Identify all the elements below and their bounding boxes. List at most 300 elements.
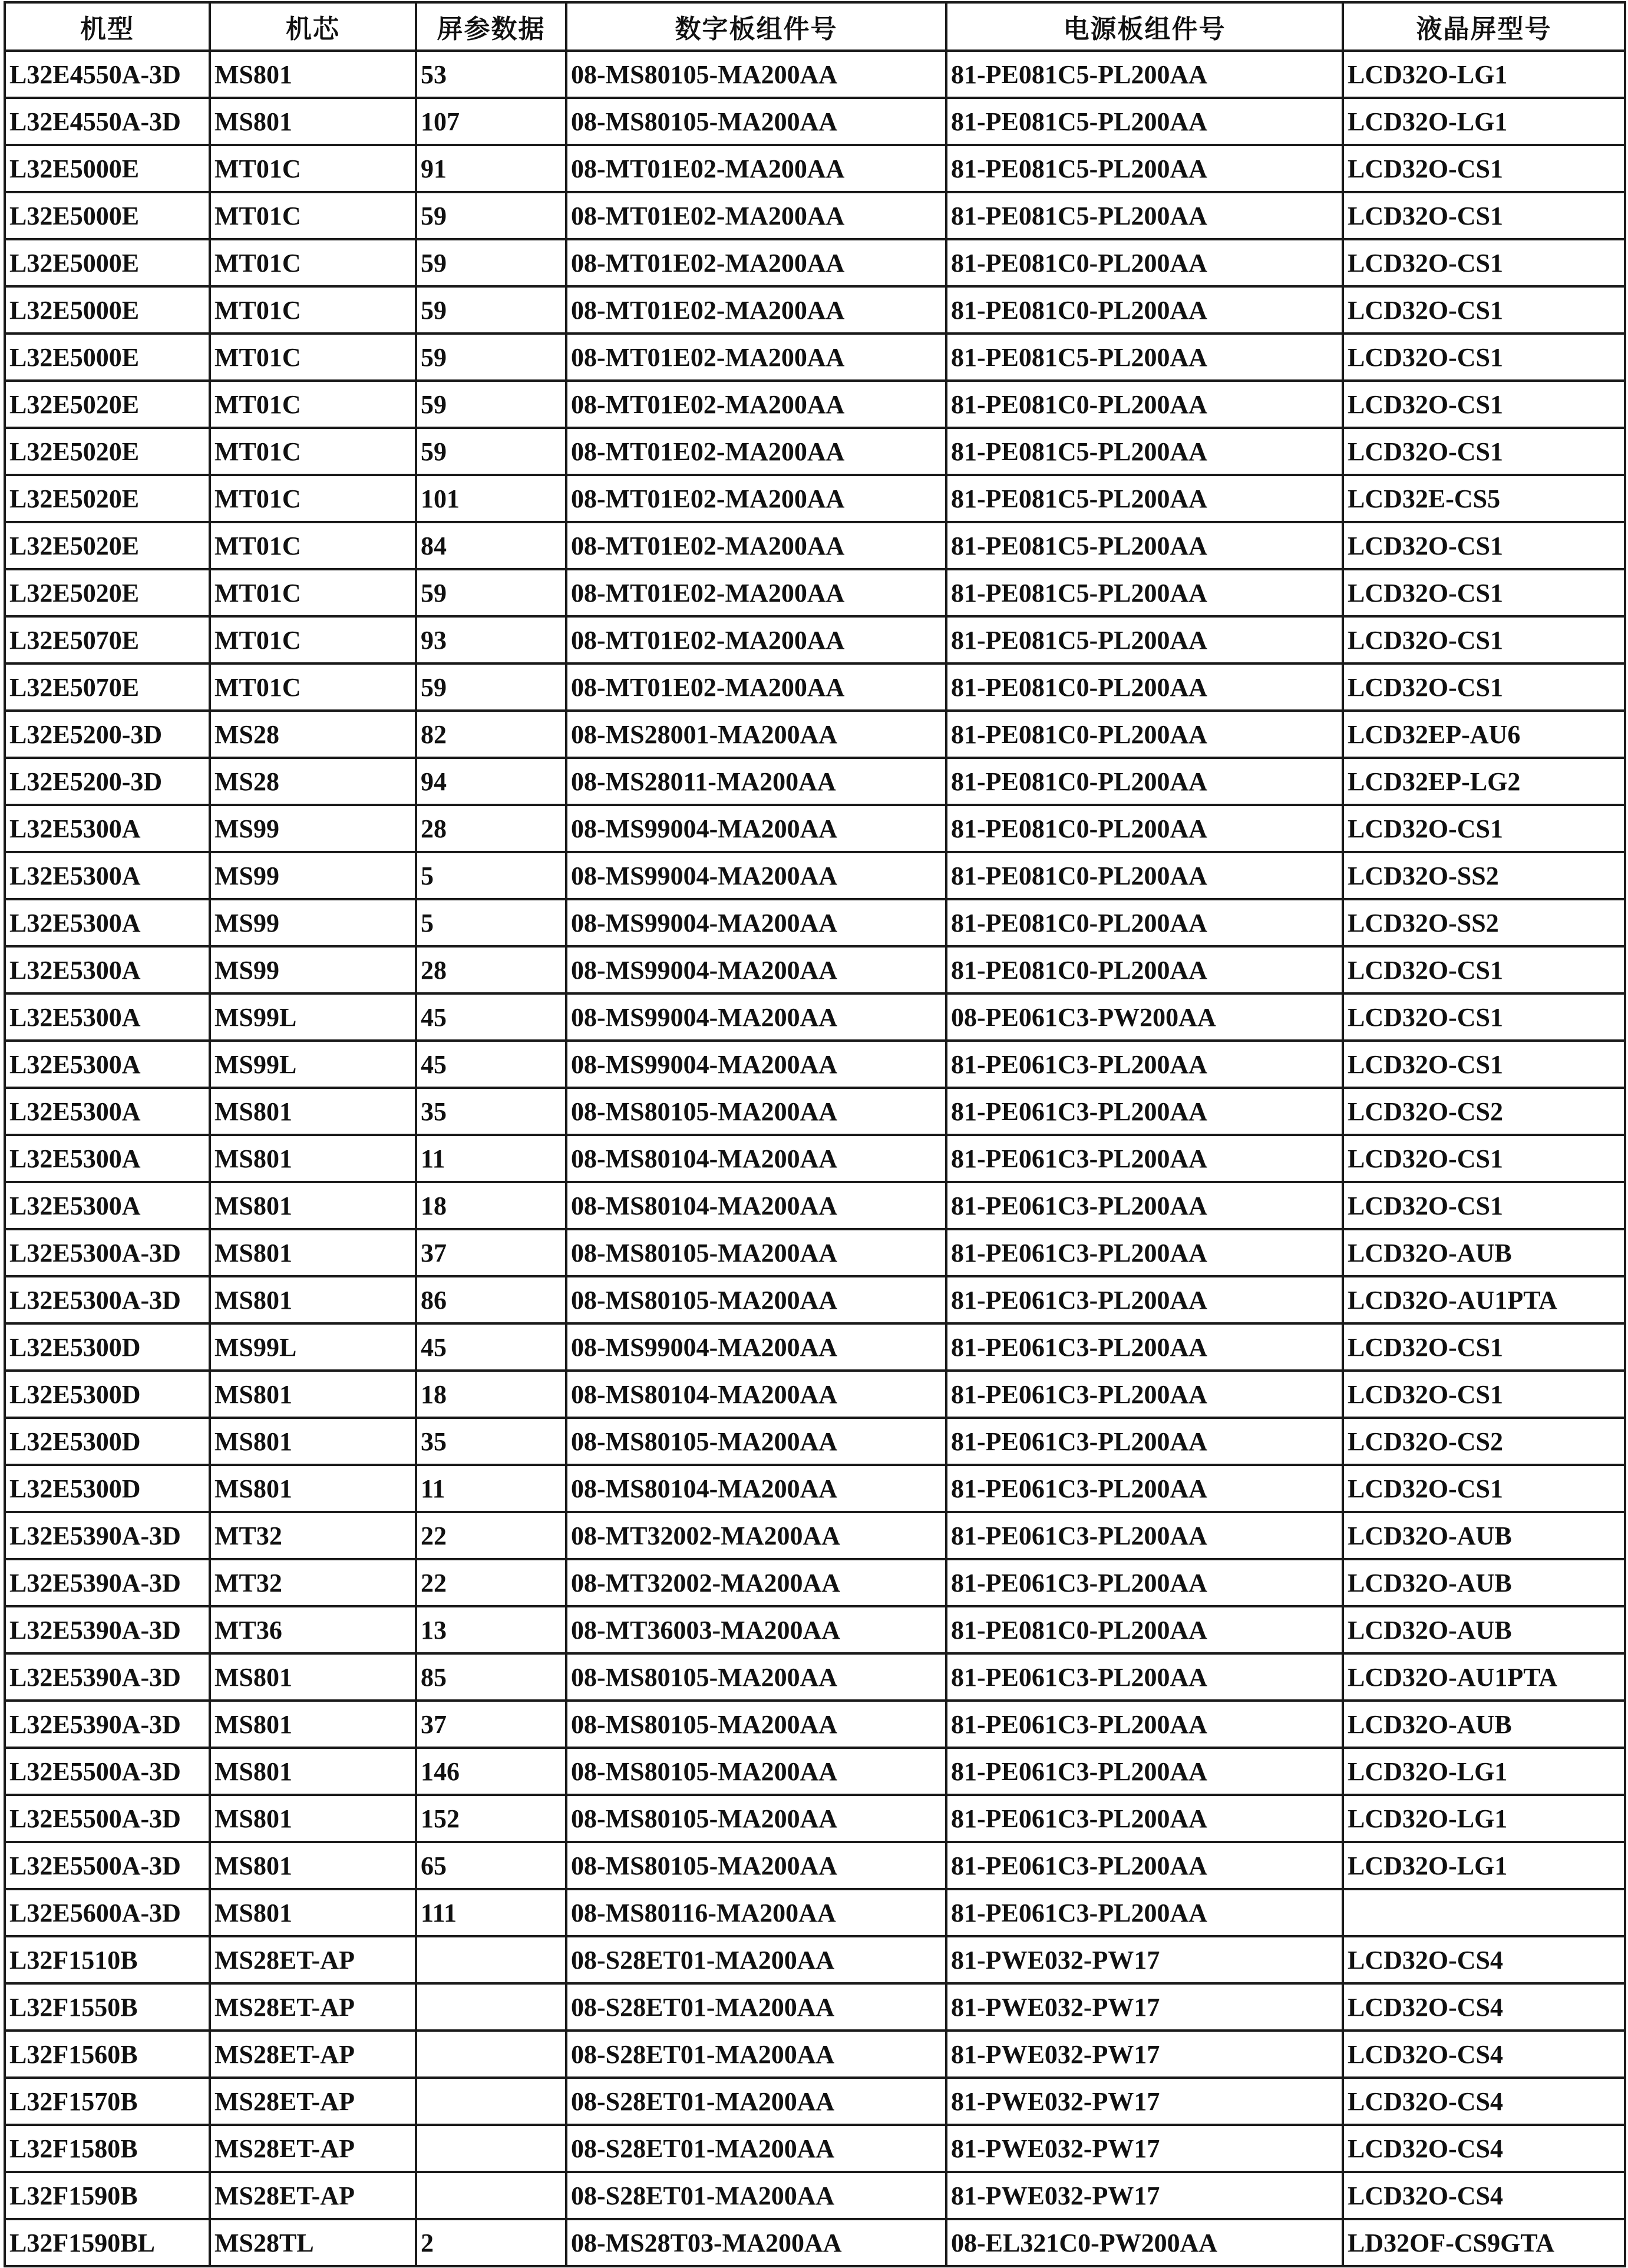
lcd-panel-model-cell: LCD32EP-LG2 — [1343, 758, 1625, 805]
mainboard-part-cell: 08-S28ET01-MA200AA — [566, 2172, 946, 2219]
model-cell: L32E5300D — [5, 1371, 210, 1418]
lcd-panel-model-cell: LCD32O-CS1 — [1343, 522, 1625, 569]
model-cell: L32E5000E — [5, 286, 210, 334]
table-row — [5, 1653, 1625, 1701]
table-row — [5, 2031, 1625, 2078]
powerboard-part-cell: 81-PE061C3-PL200AA — [946, 1889, 1343, 1936]
table-row — [5, 1041, 1625, 1088]
powerboard-part-cell: 81-PWE032-PW17 — [946, 1936, 1343, 1983]
lcd-panel-model-cell: LCD32O-AUB — [1343, 1559, 1625, 1606]
table-row — [5, 428, 1625, 475]
chassis-cell: MS99L — [210, 1041, 416, 1088]
chassis-cell: MS801 — [210, 98, 416, 145]
panel-data-cell: 101 — [416, 475, 566, 522]
chassis-cell: MS801 — [210, 1701, 416, 1748]
powerboard-part-cell: 81-PE061C3-PL200AA — [946, 1371, 1343, 1418]
powerboard-part-cell: 81-PE061C3-PL200AA — [946, 1418, 1343, 1465]
table-body — [5, 51, 1625, 2266]
mainboard-part-cell: 08-MT01E02-MA200AA — [566, 239, 946, 286]
table-row — [5, 1748, 1625, 1795]
table-row — [5, 569, 1625, 616]
panel-data-cell: 65 — [416, 1842, 566, 1889]
lcd-panel-model-cell: LCD32O-CS1 — [1343, 569, 1625, 616]
table-row — [5, 852, 1625, 899]
model-cell: L32F1510B — [5, 1936, 210, 1983]
lcd-panel-model-cell: LCD32O-CS1 — [1343, 192, 1625, 239]
table-row — [5, 192, 1625, 239]
panel-data-cell — [416, 2078, 566, 2125]
mainboard-part-cell: 08-MS80105-MA200AA — [566, 1795, 946, 1842]
powerboard-part-cell: 81-PE061C3-PL200AA — [946, 1229, 1343, 1276]
table-row — [5, 145, 1625, 192]
parts-table — [4, 1, 1626, 2267]
table-row — [5, 1559, 1625, 1606]
mainboard-part-cell: 08-MT01E02-MA200AA — [566, 334, 946, 381]
lcd-panel-model-cell: LCD32O-CS1 — [1343, 1135, 1625, 1182]
lcd-panel-model-cell: LCD32O-CS1 — [1343, 993, 1625, 1041]
table-row — [5, 1371, 1625, 1418]
lcd-panel-model-cell: LCD32O-SS2 — [1343, 852, 1625, 899]
powerboard-part-cell: 81-PE061C3-PL200AA — [946, 1276, 1343, 1323]
powerboard-part-cell: 81-PWE032-PW17 — [946, 2125, 1343, 2172]
mainboard-part-cell: 08-MT01E02-MA200AA — [566, 616, 946, 663]
model-cell: L32E5300A — [5, 1088, 210, 1135]
panel-data-cell: 94 — [416, 758, 566, 805]
chassis-cell: MT01C — [210, 475, 416, 522]
table-row — [5, 1418, 1625, 1465]
model-cell: L32E5500A-3D — [5, 1795, 210, 1842]
panel-data-cell: 18 — [416, 1371, 566, 1418]
lcd-panel-model-cell: LCD32EP-AU6 — [1343, 711, 1625, 758]
lcd-panel-model-cell: LCD32O-CS1 — [1343, 1465, 1625, 1512]
mainboard-part-cell: 08-MS28001-MA200AA — [566, 711, 946, 758]
mainboard-part-cell: 08-MS99004-MA200AA — [566, 1041, 946, 1088]
table-row — [5, 1465, 1625, 1512]
panel-data-cell: 84 — [416, 522, 566, 569]
model-cell: L32E4550A-3D — [5, 51, 210, 98]
panel-data-cell — [416, 1936, 566, 1983]
mainboard-part-cell: 08-S28ET01-MA200AA — [566, 2078, 946, 2125]
model-cell: L32E5300A-3D — [5, 1276, 210, 1323]
powerboard-part-cell: 81-PE061C3-PL200AA — [946, 1465, 1343, 1512]
panel-data-cell: 45 — [416, 1323, 566, 1371]
chassis-cell: MS801 — [210, 1371, 416, 1418]
mainboard-part-cell: 08-MS80105-MA200AA — [566, 1088, 946, 1135]
panel-data-cell: 59 — [416, 569, 566, 616]
powerboard-part-cell: 81-PE081C0-PL200AA — [946, 805, 1343, 852]
model-cell: L32E5000E — [5, 334, 210, 381]
powerboard-part-cell: 81-PE061C3-PL200AA — [946, 1135, 1343, 1182]
model-cell: L32E5500A-3D — [5, 1842, 210, 1889]
model-cell: L32E5300D — [5, 1465, 210, 1512]
mainboard-part-cell: 08-S28ET01-MA200AA — [566, 2125, 946, 2172]
model-cell: L32E5300A — [5, 993, 210, 1041]
powerboard-part-cell: 81-PE081C0-PL200AA — [946, 1606, 1343, 1653]
panel-data-cell: 85 — [416, 1653, 566, 1701]
mainboard-part-cell: 08-MS99004-MA200AA — [566, 805, 946, 852]
chassis-cell: MS99 — [210, 805, 416, 852]
powerboard-part-cell: 81-PWE032-PW17 — [946, 1983, 1343, 2031]
panel-data-cell: 59 — [416, 663, 566, 711]
lcd-panel-model-cell: LCD32O-CS1 — [1343, 805, 1625, 852]
chassis-cell: MS801 — [210, 51, 416, 98]
chassis-cell: MT01C — [210, 381, 416, 428]
table-row — [5, 1606, 1625, 1653]
lcd-panel-model-cell: LCD32O-CS1 — [1343, 1323, 1625, 1371]
header-chassis: 机芯 — [210, 2, 416, 51]
mainboard-part-cell: 08-MS80104-MA200AA — [566, 1182, 946, 1229]
chassis-cell: MT01C — [210, 192, 416, 239]
powerboard-part-cell: 81-PE061C3-PL200AA — [946, 1842, 1343, 1889]
lcd-panel-model-cell: LCD32O-AUB — [1343, 1512, 1625, 1559]
panel-data-cell: 18 — [416, 1182, 566, 1229]
powerboard-part-cell: 81-PE081C5-PL200AA — [946, 616, 1343, 663]
mainboard-part-cell: 08-MS80105-MA200AA — [566, 1276, 946, 1323]
powerboard-part-cell: 81-PE081C5-PL200AA — [946, 145, 1343, 192]
mainboard-part-cell: 08-MT32002-MA200AA — [566, 1559, 946, 1606]
chassis-cell: MT01C — [210, 239, 416, 286]
chassis-cell: MS801 — [210, 1088, 416, 1135]
powerboard-part-cell: 81-PE081C0-PL200AA — [946, 663, 1343, 711]
mainboard-part-cell: 08-MT01E02-MA200AA — [566, 381, 946, 428]
mainboard-part-cell: 08-MS80105-MA200AA — [566, 98, 946, 145]
lcd-panel-model-cell: LCD32O-AUB — [1343, 1701, 1625, 1748]
panel-data-cell: 11 — [416, 1465, 566, 1512]
mainboard-part-cell: 08-MS80105-MA200AA — [566, 1653, 946, 1701]
mainboard-part-cell: 08-MS99004-MA200AA — [566, 946, 946, 993]
powerboard-part-cell: 81-PE061C3-PL200AA — [946, 1559, 1343, 1606]
table-row — [5, 1795, 1625, 1842]
panel-data-cell: 13 — [416, 1606, 566, 1653]
model-cell: L32E5390A-3D — [5, 1512, 210, 1559]
table-row — [5, 381, 1625, 428]
chassis-cell: MS801 — [210, 1135, 416, 1182]
lcd-panel-model-cell: LCD32O-CS4 — [1343, 2125, 1625, 2172]
powerboard-part-cell: 81-PE081C5-PL200AA — [946, 334, 1343, 381]
header-model: 机型 — [5, 2, 210, 51]
powerboard-part-cell: 81-PE061C3-PL200AA — [946, 1088, 1343, 1135]
model-cell: L32E5000E — [5, 145, 210, 192]
mainboard-part-cell: 08-MT01E02-MA200AA — [566, 569, 946, 616]
powerboard-part-cell: 81-PE061C3-PL200AA — [946, 1795, 1343, 1842]
model-cell: L32E5300D — [5, 1323, 210, 1371]
lcd-panel-model-cell — [1343, 1889, 1625, 1936]
lcd-panel-model-cell: LCD32O-CS1 — [1343, 946, 1625, 993]
powerboard-part-cell: 81-PE081C5-PL200AA — [946, 428, 1343, 475]
powerboard-part-cell: 81-PE061C3-PL200AA — [946, 1701, 1343, 1748]
lcd-panel-model-cell: LCD32O-CS1 — [1343, 428, 1625, 475]
model-cell: L32F1570B — [5, 2078, 210, 2125]
mainboard-part-cell: 08-MS99004-MA200AA — [566, 899, 946, 946]
model-cell: L32E5020E — [5, 381, 210, 428]
lcd-panel-model-cell: LCD32O-CS2 — [1343, 1418, 1625, 1465]
table-row — [5, 1323, 1625, 1371]
panel-data-cell: 146 — [416, 1748, 566, 1795]
mainboard-part-cell: 08-MS80105-MA200AA — [566, 1748, 946, 1795]
chassis-cell: MS28ET-AP — [210, 2172, 416, 2219]
chassis-cell: MS801 — [210, 1842, 416, 1889]
model-cell: L32E5300A-3D — [5, 1229, 210, 1276]
table-row — [5, 98, 1625, 145]
model-cell: L32E5020E — [5, 428, 210, 475]
table-row — [5, 1936, 1625, 1983]
mainboard-part-cell: 08-MT01E02-MA200AA — [566, 475, 946, 522]
table-row — [5, 1135, 1625, 1182]
chassis-cell: MS801 — [210, 1276, 416, 1323]
chassis-cell: MS28ET-AP — [210, 2031, 416, 2078]
chassis-cell: MS99 — [210, 852, 416, 899]
chassis-cell: MS99L — [210, 993, 416, 1041]
chassis-cell: MS28ET-AP — [210, 1983, 416, 2031]
lcd-panel-model-cell: LCD32O-AUB — [1343, 1606, 1625, 1653]
powerboard-part-cell: 81-PE061C3-PL200AA — [946, 1653, 1343, 1701]
mainboard-part-cell: 08-MS99004-MA200AA — [566, 993, 946, 1041]
lcd-panel-model-cell: LCD32O-LG1 — [1343, 1795, 1625, 1842]
chassis-cell: MT01C — [210, 616, 416, 663]
panel-data-cell: 107 — [416, 98, 566, 145]
panel-data-cell: 59 — [416, 334, 566, 381]
table-row — [5, 51, 1625, 98]
chassis-cell: MS801 — [210, 1418, 416, 1465]
powerboard-part-cell: 81-PWE032-PW17 — [946, 2031, 1343, 2078]
table-row — [5, 1842, 1625, 1889]
panel-data-cell: 35 — [416, 1088, 566, 1135]
powerboard-part-cell: 81-PWE032-PW17 — [946, 2172, 1343, 2219]
powerboard-part-cell: 81-PE081C0-PL200AA — [946, 286, 1343, 334]
model-cell: L32F1550B — [5, 1983, 210, 2031]
mainboard-part-cell: 08-MS80104-MA200AA — [566, 1465, 946, 1512]
table-row — [5, 2219, 1625, 2266]
panel-data-cell: 28 — [416, 946, 566, 993]
mainboard-part-cell: 08-S28ET01-MA200AA — [566, 1983, 946, 2031]
header-panel-data: 屏参数据 — [416, 2, 566, 51]
chassis-cell: MT32 — [210, 1512, 416, 1559]
table-row — [5, 1276, 1625, 1323]
powerboard-part-cell: 81-PE061C3-PL200AA — [946, 1748, 1343, 1795]
powerboard-part-cell: 08-PE061C3-PW200AA — [946, 993, 1343, 1041]
lcd-panel-model-cell: LCD32O-CS1 — [1343, 616, 1625, 663]
model-cell: L32E5390A-3D — [5, 1653, 210, 1701]
lcd-panel-model-cell: LCD32O-AU1PTA — [1343, 1653, 1625, 1701]
lcd-panel-model-cell: LD32OF-CS9GTA — [1343, 2219, 1625, 2266]
lcd-panel-model-cell: LCD32O-CS1 — [1343, 381, 1625, 428]
chassis-cell: MS28ET-AP — [210, 2125, 416, 2172]
table-row — [5, 334, 1625, 381]
lcd-panel-model-cell: LCD32O-CS4 — [1343, 1936, 1625, 1983]
table-row — [5, 1088, 1625, 1135]
panel-data-cell: 91 — [416, 145, 566, 192]
panel-data-cell: 93 — [416, 616, 566, 663]
table-row — [5, 993, 1625, 1041]
mainboard-part-cell: 08-MS80105-MA200AA — [566, 1418, 946, 1465]
panel-data-cell: 45 — [416, 993, 566, 1041]
chassis-cell: MT01C — [210, 334, 416, 381]
panel-data-cell: 152 — [416, 1795, 566, 1842]
lcd-panel-model-cell: LCD32O-CS4 — [1343, 2078, 1625, 2125]
chassis-cell: MT01C — [210, 569, 416, 616]
panel-data-cell: 35 — [416, 1418, 566, 1465]
table-row — [5, 2125, 1625, 2172]
lcd-panel-model-cell: LCD32O-LG1 — [1343, 51, 1625, 98]
header-lcd-panel-model: 液晶屏型号 — [1343, 2, 1625, 51]
model-cell: L32E5300A — [5, 1135, 210, 1182]
powerboard-part-cell: 81-PWE032-PW17 — [946, 2078, 1343, 2125]
panel-data-cell: 59 — [416, 239, 566, 286]
powerboard-part-cell: 81-PE061C3-PL200AA — [946, 1323, 1343, 1371]
chassis-cell: MS28ET-AP — [210, 1936, 416, 1983]
panel-data-cell — [416, 2031, 566, 2078]
chassis-cell: MS99L — [210, 1323, 416, 1371]
panel-data-cell: 45 — [416, 1041, 566, 1088]
model-cell: L32E5070E — [5, 616, 210, 663]
panel-data-cell: 59 — [416, 286, 566, 334]
model-cell: L32E5300D — [5, 1418, 210, 1465]
panel-data-cell: 37 — [416, 1229, 566, 1276]
mainboard-part-cell: 08-MT01E02-MA200AA — [566, 428, 946, 475]
chassis-cell: MT01C — [210, 145, 416, 192]
chassis-cell: MS28 — [210, 711, 416, 758]
chassis-cell: MS28 — [210, 758, 416, 805]
model-cell: L32E5000E — [5, 239, 210, 286]
panel-data-cell: 59 — [416, 192, 566, 239]
mainboard-part-cell: 08-MS80104-MA200AA — [566, 1135, 946, 1182]
chassis-cell: MS99 — [210, 899, 416, 946]
chassis-cell: MS801 — [210, 1465, 416, 1512]
table-row — [5, 946, 1625, 993]
model-cell: L32E5020E — [5, 475, 210, 522]
chassis-cell: MS801 — [210, 1889, 416, 1936]
table-row — [5, 1701, 1625, 1748]
panel-data-cell: 5 — [416, 899, 566, 946]
chassis-cell: MS801 — [210, 1795, 416, 1842]
table-row — [5, 1229, 1625, 1276]
powerboard-part-cell: 81-PE061C3-PL200AA — [946, 1041, 1343, 1088]
mainboard-part-cell: 08-MT01E02-MA200AA — [566, 522, 946, 569]
panel-data-cell: 86 — [416, 1276, 566, 1323]
model-cell: L32E5300A — [5, 852, 210, 899]
table-row — [5, 758, 1625, 805]
powerboard-part-cell: 08-EL321C0-PW200AA — [946, 2219, 1343, 2266]
panel-data-cell — [416, 2125, 566, 2172]
header-powerboard-part: 电源板组件号 — [946, 2, 1343, 51]
chassis-cell: MT01C — [210, 522, 416, 569]
lcd-panel-model-cell: LCD32E-CS5 — [1343, 475, 1625, 522]
panel-data-cell: 2 — [416, 2219, 566, 2266]
lcd-panel-model-cell: LCD32O-LG1 — [1343, 98, 1625, 145]
powerboard-part-cell: 81-PE081C0-PL200AA — [946, 758, 1343, 805]
chassis-cell: MT32 — [210, 1559, 416, 1606]
panel-data-cell — [416, 1983, 566, 2031]
table-row — [5, 1182, 1625, 1229]
table-row — [5, 2078, 1625, 2125]
panel-data-cell: 82 — [416, 711, 566, 758]
mainboard-part-cell: 08-MT01E02-MA200AA — [566, 192, 946, 239]
chassis-cell: MS801 — [210, 1748, 416, 1795]
mainboard-part-cell: 08-MS80105-MA200AA — [566, 1842, 946, 1889]
powerboard-part-cell: 81-PE081C5-PL200AA — [946, 192, 1343, 239]
model-cell: L32E5020E — [5, 522, 210, 569]
model-cell: L32E5390A-3D — [5, 1606, 210, 1653]
mainboard-part-cell: 08-MT32002-MA200AA — [566, 1512, 946, 1559]
lcd-panel-model-cell: LCD32O-CS4 — [1343, 1983, 1625, 2031]
lcd-panel-model-cell: LCD32O-CS1 — [1343, 334, 1625, 381]
powerboard-part-cell: 81-PE081C0-PL200AA — [946, 239, 1343, 286]
powerboard-part-cell: 81-PE061C3-PL200AA — [946, 1512, 1343, 1559]
panel-data-cell: 11 — [416, 1135, 566, 1182]
panel-data-cell: 53 — [416, 51, 566, 98]
table-row — [5, 286, 1625, 334]
table-row — [5, 2172, 1625, 2219]
model-cell: L32E5000E — [5, 192, 210, 239]
model-cell: L32E5390A-3D — [5, 1701, 210, 1748]
model-cell: L32E5200-3D — [5, 711, 210, 758]
model-cell: L32E5500A-3D — [5, 1748, 210, 1795]
powerboard-part-cell: 81-PE081C5-PL200AA — [946, 522, 1343, 569]
lcd-panel-model-cell: LCD32O-SS2 — [1343, 899, 1625, 946]
lcd-panel-model-cell: LCD32O-LG1 — [1343, 1748, 1625, 1795]
table-row — [5, 1512, 1625, 1559]
panel-data-cell: 5 — [416, 852, 566, 899]
model-cell: L32E5600A-3D — [5, 1889, 210, 1936]
model-cell: L32E5020E — [5, 569, 210, 616]
mainboard-part-cell: 08-MT01E02-MA200AA — [566, 145, 946, 192]
table-row — [5, 239, 1625, 286]
powerboard-part-cell: 81-PE081C0-PL200AA — [946, 899, 1343, 946]
model-cell: L32E5200-3D — [5, 758, 210, 805]
lcd-panel-model-cell: LCD32O-CS4 — [1343, 2172, 1625, 2219]
mainboard-part-cell: 08-MS80104-MA200AA — [566, 1371, 946, 1418]
model-cell: L32E5070E — [5, 663, 210, 711]
powerboard-part-cell: 81-PE061C3-PL200AA — [946, 1182, 1343, 1229]
table-row — [5, 899, 1625, 946]
mainboard-part-cell: 08-MS28T03-MA200AA — [566, 2219, 946, 2266]
panel-data-cell: 22 — [416, 1512, 566, 1559]
panel-data-cell — [416, 2172, 566, 2219]
lcd-panel-model-cell: LCD32O-CS1 — [1343, 1371, 1625, 1418]
mainboard-part-cell: 08-MS28011-MA200AA — [566, 758, 946, 805]
lcd-panel-model-cell: LCD32O-CS4 — [1343, 2031, 1625, 2078]
mainboard-part-cell: 08-MS80105-MA200AA — [566, 1229, 946, 1276]
panel-data-cell: 59 — [416, 428, 566, 475]
lcd-panel-model-cell: LCD32O-LG1 — [1343, 1842, 1625, 1889]
mainboard-part-cell: 08-MT36003-MA200AA — [566, 1606, 946, 1653]
powerboard-part-cell: 81-PE081C5-PL200AA — [946, 98, 1343, 145]
chassis-cell: MS28ET-AP — [210, 2078, 416, 2125]
chassis-cell: MS801 — [210, 1182, 416, 1229]
lcd-panel-model-cell: LCD32O-AUB — [1343, 1229, 1625, 1276]
table-row — [5, 616, 1625, 663]
chassis-cell: MT36 — [210, 1606, 416, 1653]
mainboard-part-cell: 08-MS80105-MA200AA — [566, 1701, 946, 1748]
lcd-panel-model-cell: LCD32O-CS1 — [1343, 1041, 1625, 1088]
lcd-panel-model-cell: LCD32O-CS1 — [1343, 663, 1625, 711]
chassis-cell: MT01C — [210, 428, 416, 475]
model-cell: L32E5300A — [5, 899, 210, 946]
powerboard-part-cell: 81-PE081C5-PL200AA — [946, 475, 1343, 522]
table-header — [5, 2, 1625, 51]
powerboard-part-cell: 81-PE081C0-PL200AA — [946, 381, 1343, 428]
model-cell: L32F1590B — [5, 2172, 210, 2219]
chassis-cell: MS28TL — [210, 2219, 416, 2266]
mainboard-part-cell: 08-MT01E02-MA200AA — [566, 663, 946, 711]
table-row — [5, 711, 1625, 758]
powerboard-part-cell: 81-PE081C5-PL200AA — [946, 51, 1343, 98]
lcd-panel-model-cell: LCD32O-CS1 — [1343, 286, 1625, 334]
panel-data-cell: 111 — [416, 1889, 566, 1936]
model-cell: L32E5300A — [5, 1041, 210, 1088]
lcd-panel-model-cell: LCD32O-CS1 — [1343, 239, 1625, 286]
chassis-cell: MS801 — [210, 1653, 416, 1701]
